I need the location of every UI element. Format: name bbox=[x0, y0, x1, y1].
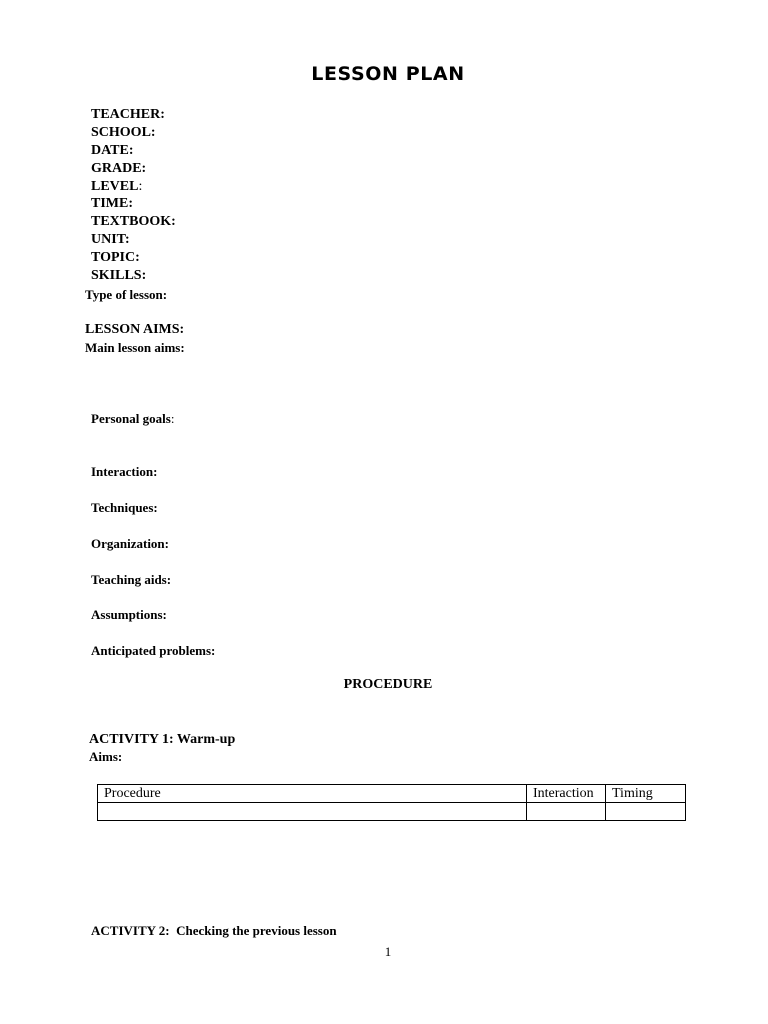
table-row bbox=[98, 803, 686, 821]
field-level-colon: : bbox=[138, 179, 143, 194]
field-skills: SKILLS: bbox=[91, 268, 147, 283]
table-header-row bbox=[98, 785, 686, 803]
field-organization: Organization: bbox=[91, 536, 169, 551]
field-level bbox=[91, 178, 142, 195]
column-header-procedure: Procedure bbox=[98, 785, 527, 803]
field-type-of-lesson: Type of lesson: bbox=[85, 287, 168, 302]
field-school: SCHOOL: bbox=[91, 125, 156, 140]
field-unit: UNIT: bbox=[91, 232, 130, 247]
activity2-heading-text: ACTIVITY 2: Checking the previous lesson bbox=[91, 923, 337, 938]
table-cell-procedure[interactable] bbox=[98, 803, 527, 821]
field-assumptions: Assumptions: bbox=[91, 607, 167, 622]
field-teacher: TEACHER: bbox=[91, 107, 165, 122]
field-level-label: LEVEL bbox=[91, 179, 139, 194]
activity2-heading bbox=[91, 922, 337, 939]
field-topic: TOPIC: bbox=[91, 250, 140, 265]
activity1-heading: ACTIVITY 1: Warm-up bbox=[89, 732, 236, 747]
section-lesson-aims: LESSON AIMS: bbox=[85, 322, 185, 337]
field-techniques: Techniques: bbox=[91, 500, 158, 515]
field-personal-goals-label: Personal goals bbox=[91, 411, 171, 426]
field-date: DATE: bbox=[91, 143, 134, 158]
document-title: LESSON PLAN bbox=[311, 63, 465, 85]
field-time: TIME: bbox=[91, 196, 133, 211]
column-header-timing: Timing bbox=[606, 785, 686, 803]
activity1-procedure-table bbox=[97, 784, 686, 821]
column-header-interaction: Interaction bbox=[527, 785, 606, 803]
field-teaching-aids: Teaching aids: bbox=[91, 572, 172, 587]
procedure-heading: PROCEDURE bbox=[343, 677, 433, 692]
field-textbook: TEXTBOOK: bbox=[91, 214, 176, 229]
field-interaction: Interaction: bbox=[91, 464, 158, 479]
field-main-lesson-aims: Main lesson aims: bbox=[85, 340, 185, 355]
activity1-aims: Aims: bbox=[89, 749, 123, 764]
field-anticipated-problems: Anticipated problems: bbox=[91, 643, 216, 658]
table-cell-timing[interactable] bbox=[606, 803, 686, 821]
field-personal-goals-colon: : bbox=[170, 411, 175, 426]
field-personal-goals bbox=[91, 410, 174, 427]
field-grade: GRADE: bbox=[91, 161, 147, 176]
table-cell-interaction[interactable] bbox=[527, 803, 606, 821]
page-number: 1 bbox=[384, 944, 392, 959]
